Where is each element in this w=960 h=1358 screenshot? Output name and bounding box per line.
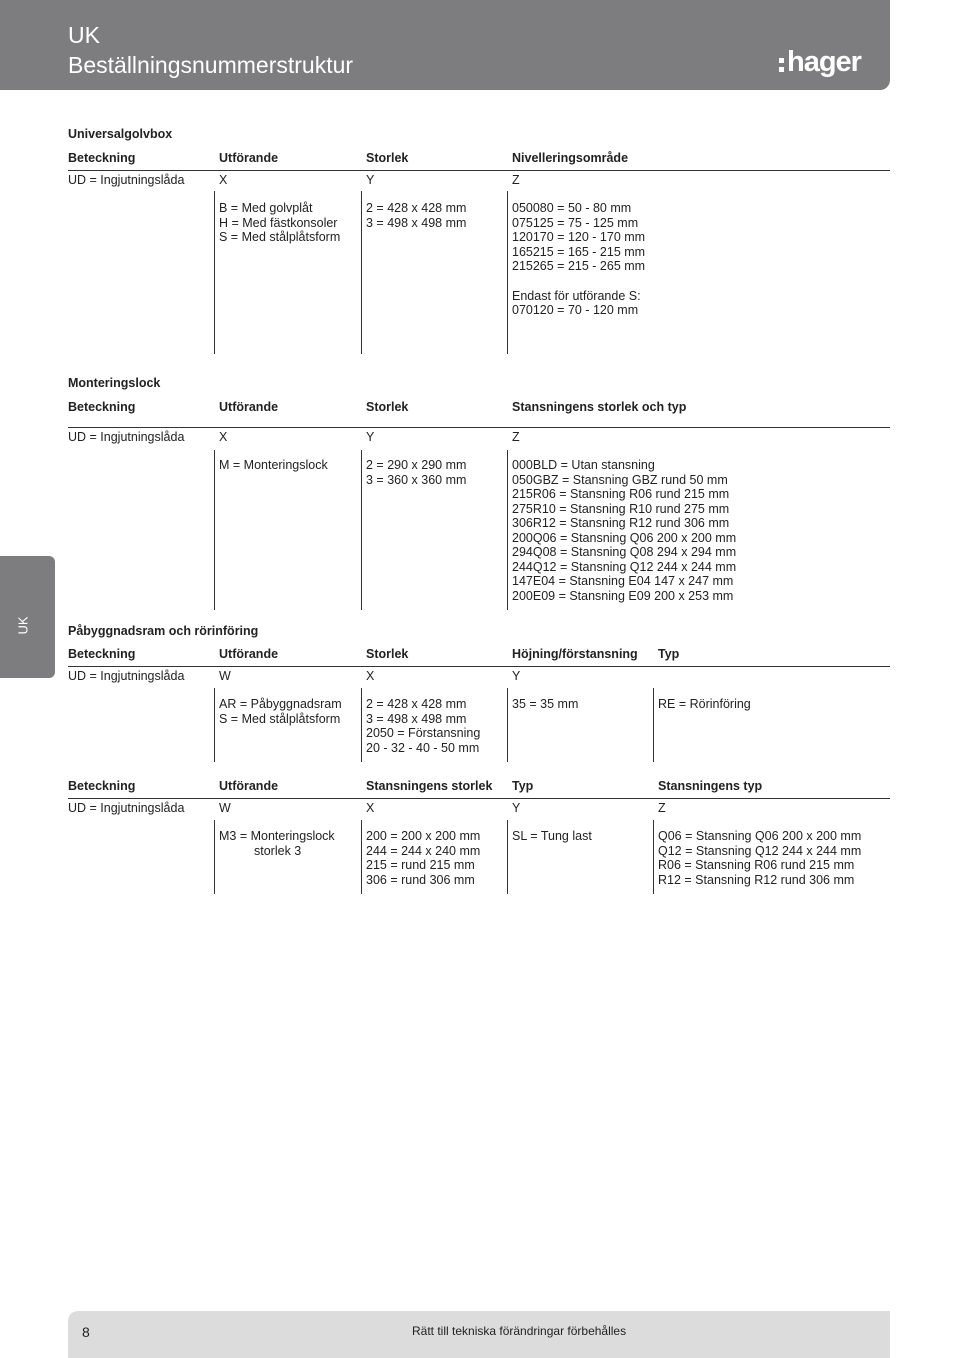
- punch-line: 215R06 = Stansning R06 rund 215 mm: [512, 487, 730, 501]
- size-line: 3 = 360 x 360 mm: [366, 473, 467, 487]
- size-line: 244 = 244 x 240 mm: [366, 844, 481, 858]
- divider: [68, 170, 890, 171]
- punch-line: 050GBZ = Stansning GBZ rund 50 mm: [512, 473, 728, 487]
- column-divider: [361, 688, 362, 762]
- punch-line: 000BLD = Utan stansning: [512, 458, 655, 472]
- col-header-beteckning: Beteckning: [68, 151, 136, 165]
- page-number: 8: [82, 1324, 90, 1340]
- column-divider: [214, 820, 215, 894]
- col-header-beteckning: Beteckning: [68, 779, 136, 793]
- column-divider: [507, 450, 508, 610]
- col-header-storlek: Storlek: [366, 400, 409, 414]
- page-footer: [68, 1311, 890, 1358]
- range-line: 070120 = 70 - 120 mm: [512, 303, 639, 317]
- option-line: H = Med fästkonsoler: [219, 216, 338, 230]
- col-header-typ: Typ: [658, 647, 680, 661]
- code-cell: X: [219, 430, 228, 444]
- section-title-mounting: Monteringslock: [68, 376, 161, 390]
- size-line: 3 = 498 x 498 mm: [366, 216, 467, 230]
- size-line: 20 - 32 - 40 - 50 mm: [366, 741, 480, 755]
- size-line: 2050 = Förstansning: [366, 726, 481, 740]
- option-line: M3 = Monteringslock: [219, 829, 335, 843]
- option-line: M = Monteringslock: [219, 458, 328, 472]
- option-line: storlek 3: [254, 844, 302, 858]
- punch-line: 244Q12 = Stansning Q12 244 x 244 mm: [512, 560, 737, 574]
- page-header: [0, 0, 890, 90]
- section-title-frame: Påbyggnadsram och rörinföring: [68, 624, 259, 638]
- option-line: S = Med stålplåtsform: [219, 230, 341, 244]
- code-cell: W: [219, 669, 231, 683]
- divider: [68, 798, 890, 799]
- range-note: Endast för utförande S:: [512, 289, 641, 303]
- col-header-beteckning: Beteckning: [68, 647, 136, 661]
- column-divider: [361, 820, 362, 894]
- col-header-storlek: Storlek: [366, 151, 409, 165]
- col-header-utforande: Utförande: [219, 647, 279, 661]
- divider: [68, 427, 890, 428]
- punch-type-line: Q12 = Stansning Q12 244 x 244 mm: [658, 844, 862, 858]
- col-header-utforande: Utförande: [219, 400, 279, 414]
- punch-type-line: R06 = Stansning R06 rund 215 mm: [658, 858, 855, 872]
- punch-line: 200Q06 = Stansning Q06 200 x 200 mm: [512, 531, 737, 545]
- range-line: 050080 = 50 - 80 mm: [512, 201, 632, 215]
- size-line: 2 = 290 x 290 mm: [366, 458, 467, 472]
- punch-line: 147E04 = Stansning E04 147 x 247 mm: [512, 574, 734, 588]
- range-line: 075125 = 75 - 125 mm: [512, 216, 639, 230]
- side-tab-label: UK: [15, 616, 31, 635]
- code-cell: X: [366, 669, 375, 683]
- column-divider: [214, 191, 215, 354]
- range-line: 215265 = 215 - 265 mm: [512, 259, 646, 273]
- column-divider: [507, 688, 508, 762]
- size-line: 306 = rund 306 mm: [366, 873, 475, 887]
- option-line: S = Med stålplåtsform: [219, 712, 341, 726]
- section-title-universal: Universalgolvbox: [68, 127, 173, 141]
- col-header-hojning: Höjning/förstansning: [512, 647, 638, 661]
- code-cell: Y: [512, 669, 521, 683]
- punch-line: 294Q08 = Stansning Q08 294 x 294 mm: [512, 545, 737, 559]
- size-line: 2 = 428 x 428 mm: [366, 201, 467, 215]
- code-cell: UD = Ingjutningslåda: [68, 430, 185, 444]
- logo-wordmark: hager: [787, 46, 861, 78]
- logo-colon-icon: [779, 58, 784, 72]
- column-divider: [653, 688, 654, 762]
- column-divider: [214, 450, 215, 610]
- code-cell: Z: [512, 173, 520, 187]
- type-line: SL = Tung last: [512, 829, 592, 843]
- column-divider: [507, 191, 508, 354]
- col-header-nivellering: Nivelleringsområde: [512, 151, 629, 165]
- code-cell: Y: [512, 801, 521, 815]
- code-cell: Y: [366, 430, 375, 444]
- col-header-beteckning: Beteckning: [68, 400, 136, 414]
- column-divider: [653, 820, 654, 894]
- code-cell: Z: [512, 430, 520, 444]
- column-divider: [361, 450, 362, 610]
- code-cell: X: [366, 801, 375, 815]
- header-title-line2: Beställningsnummerstruktur: [68, 52, 354, 78]
- range-line: 165215 = 165 - 215 mm: [512, 245, 646, 259]
- size-line: 200 = 200 x 200 mm: [366, 829, 481, 843]
- column-divider: [361, 191, 362, 354]
- punch-line: 275R10 = Stansning R10 rund 275 mm: [512, 502, 730, 516]
- code-cell: UD = Ingjutningslåda: [68, 669, 185, 683]
- hager-logo: [779, 46, 861, 78]
- option-line: AR = Påbyggnadsram: [219, 697, 342, 711]
- col-header-storlek: Storlek: [366, 647, 409, 661]
- code-cell: UD = Ingjutningslåda: [68, 173, 185, 187]
- height-line: 35 = 35 mm: [512, 697, 579, 711]
- punch-type-line: R12 = Stansning R12 rund 306 mm: [658, 873, 855, 887]
- column-divider: [507, 820, 508, 894]
- divider: [68, 666, 890, 667]
- col-header-typ: Typ: [512, 779, 534, 793]
- footer-note: Rätt till tekniska förändringar förbehålles: [412, 1324, 627, 1338]
- code-cell: UD = Ingjutningslåda: [68, 801, 185, 815]
- col-header-utforande: Utförande: [219, 151, 279, 165]
- code-cell: W: [219, 801, 231, 815]
- punch-line: 200E09 = Stansning E09 200 x 253 mm: [512, 589, 734, 603]
- col-header-stansning: Stansningens storlek och typ: [512, 400, 687, 414]
- code-cell: X: [219, 173, 228, 187]
- size-line: 3 = 498 x 498 mm: [366, 712, 467, 726]
- punch-line: 306R12 = Stansning R12 rund 306 mm: [512, 516, 730, 530]
- size-line: 2 = 428 x 428 mm: [366, 697, 467, 711]
- option-line: B = Med golvplåt: [219, 201, 313, 215]
- code-cell: Y: [366, 173, 375, 187]
- code-cell: Z: [658, 801, 666, 815]
- type-line: RE = Rörinföring: [658, 697, 751, 711]
- punch-type-line: Q06 = Stansning Q06 200 x 200 mm: [658, 829, 862, 843]
- col-header-stansningens-storlek: Stansningens storlek: [366, 779, 493, 793]
- col-header-stansningens-typ: Stansningens typ: [658, 779, 763, 793]
- col-header-utforande: Utförande: [219, 779, 279, 793]
- header-title-line1: UK: [68, 22, 100, 48]
- size-line: 215 = rund 215 mm: [366, 858, 475, 872]
- column-divider: [214, 688, 215, 762]
- range-line: 120170 = 120 - 170 mm: [512, 230, 646, 244]
- side-tab: [0, 556, 55, 678]
